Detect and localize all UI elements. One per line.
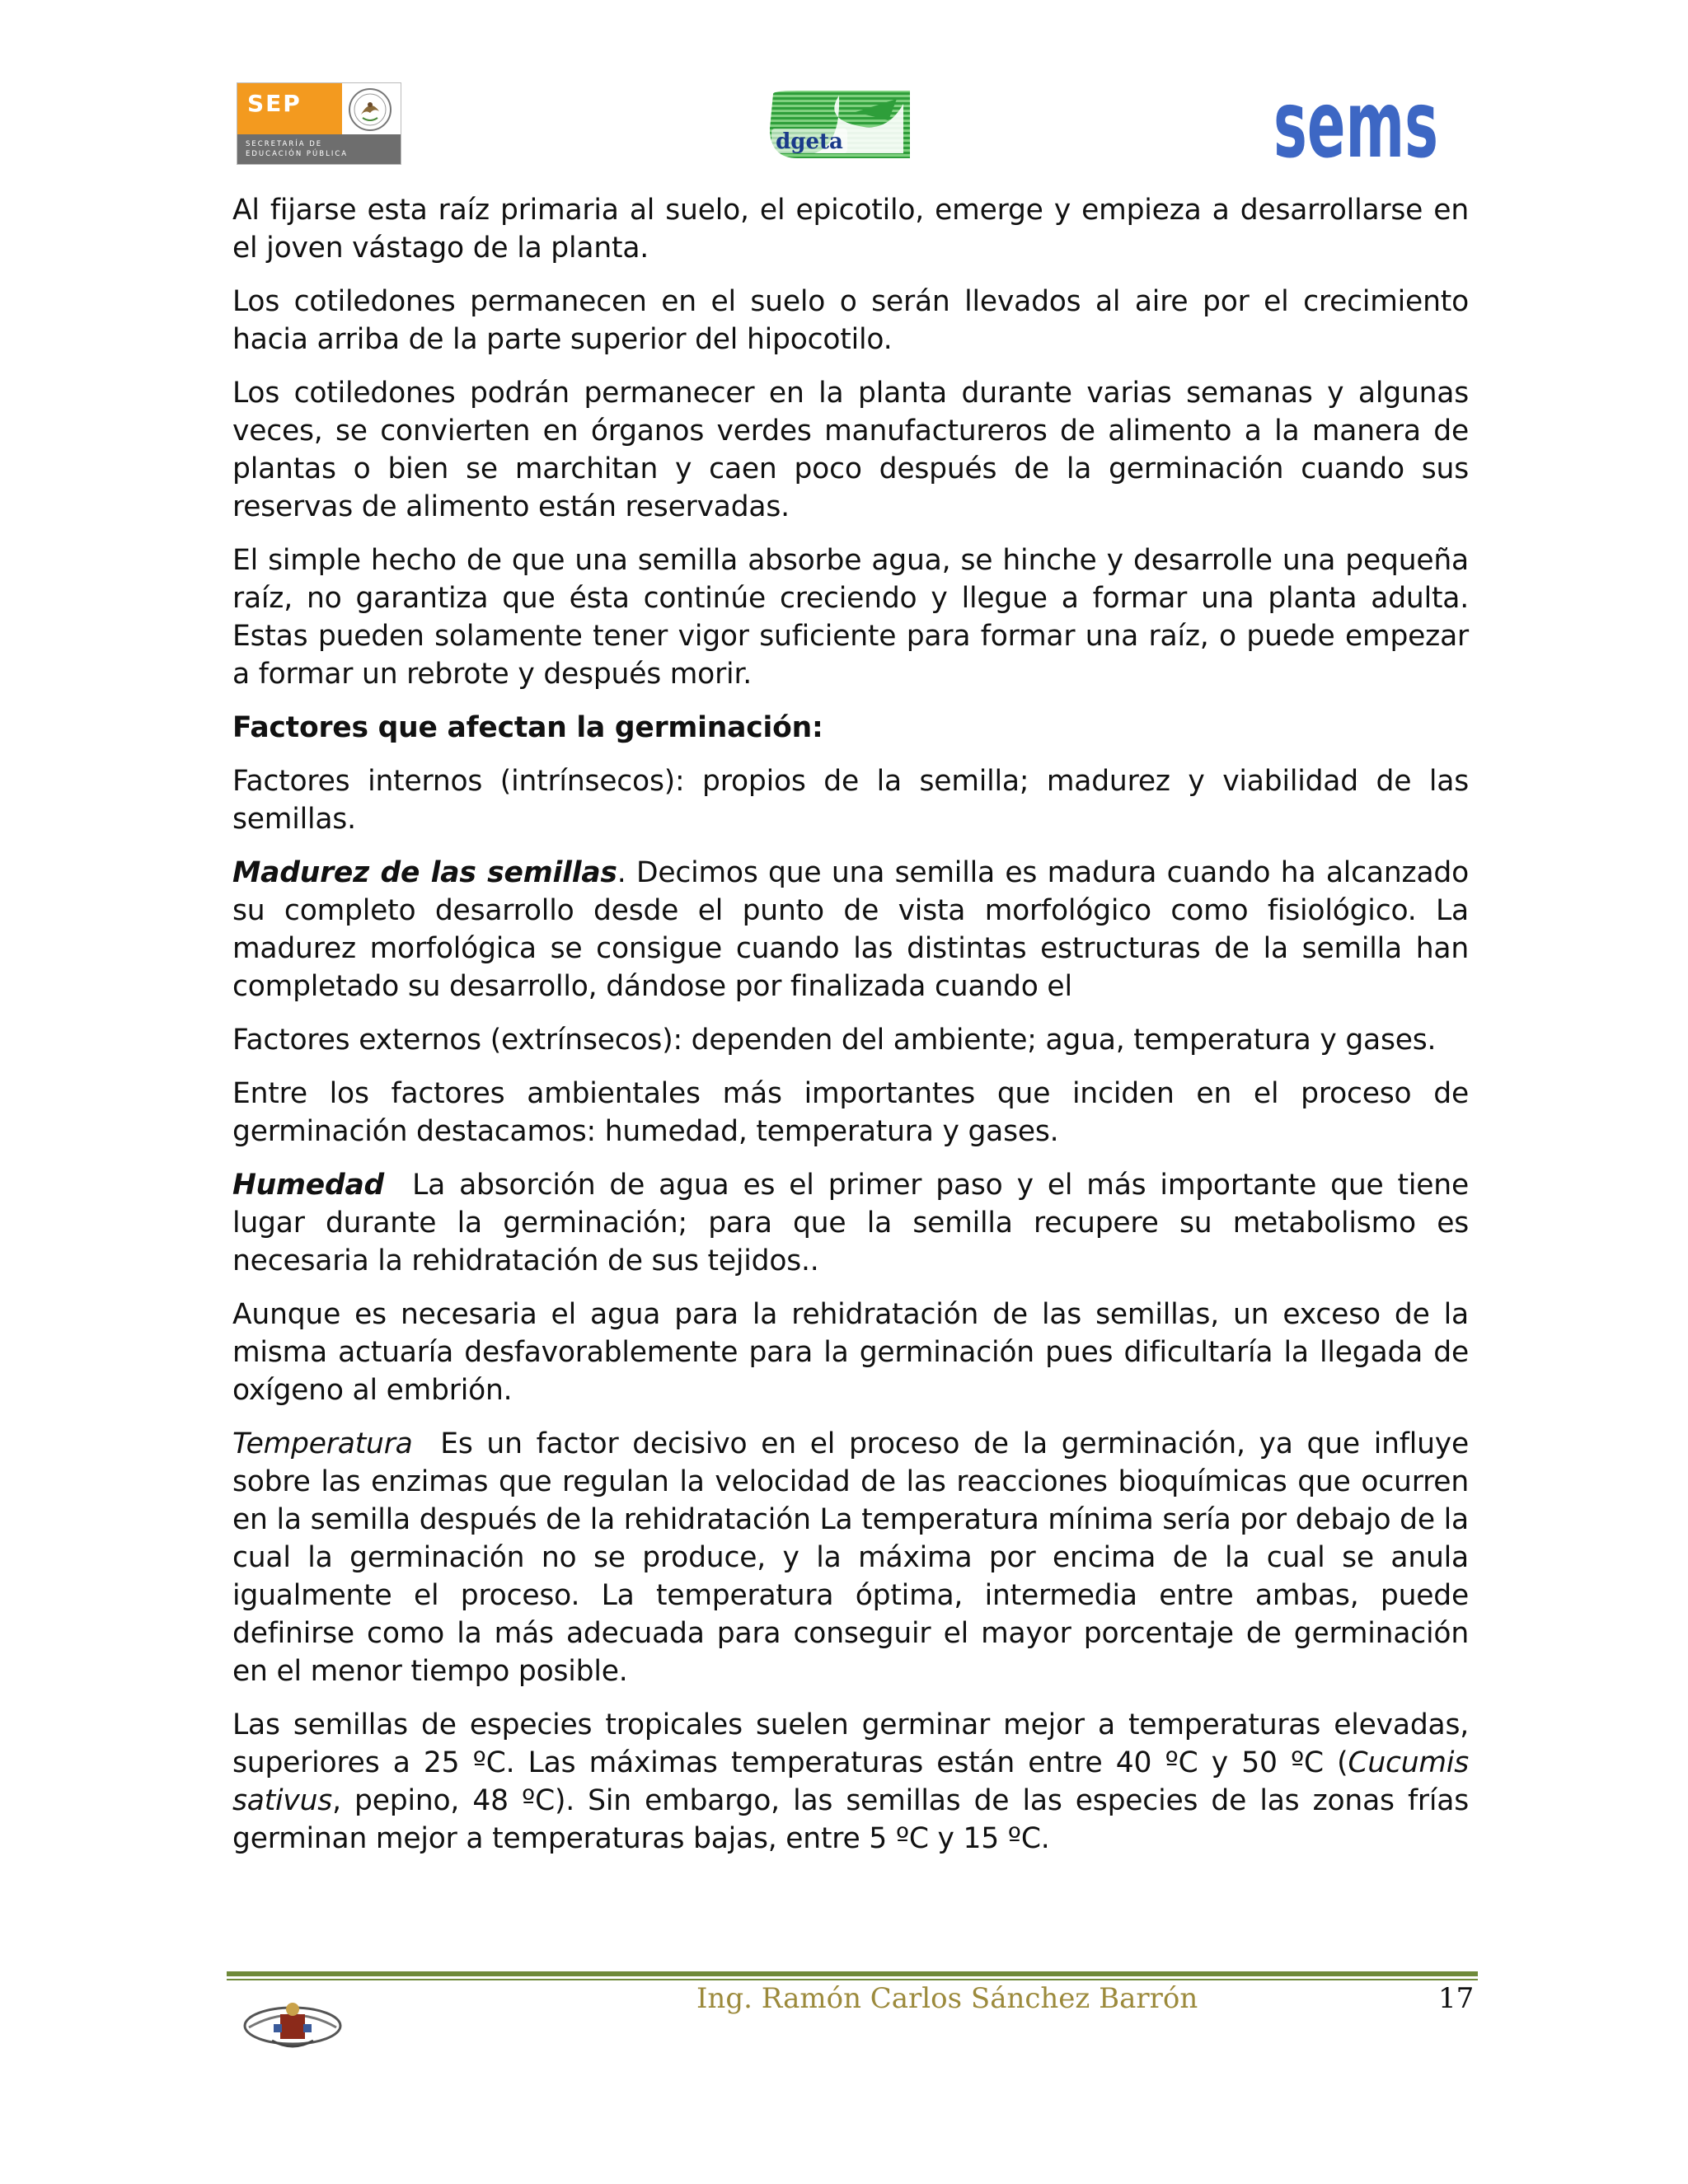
term-humidity: Humedad bbox=[232, 1169, 385, 1202]
sep-logo-subtitle-1: SECRETARÍA DE bbox=[246, 140, 323, 148]
paragraph-tropical-seeds bbox=[232, 1706, 1469, 1858]
mexico-seal-icon bbox=[345, 87, 396, 133]
paragraph-water-excess: Aunque es necesaria el agua para la rehidratación de las semillas, un exceso de la misma actuaría desfavorablemente para la germinación pues dificultaría la llegada de oxígeno al embrión. bbox=[232, 1298, 1469, 1407]
paragraph-4: El simple hecho de que una semilla absorbe agua, se hinche y desarrolle una pequeña raíz, no garantiza que ésta continúe creciendo y llegue a formar una planta adulta. Estas pueden solamente tener vigor suficiente para formar una raíz, o puede empezar a formar un rebrote y después morir. bbox=[232, 544, 1469, 691]
paragraph-seed-maturity-text: . Decimos que una semilla es madura cuando ha alcanzado su completo desarrollo desde el punto de vista morfológico como fisiológico. La madurez morfológica se consigue cuando las distintas estructuras de la semilla han completado su desarrollo, dándose por finalizada cuando el bbox=[232, 856, 1469, 1003]
paragraph-temperature-text: Es un factor decisivo en el proceso de la germinación, ya que influye sobre las enzimas que regulan la velocidad de las reacciones bioquímicas que ocurren en la semilla después de la rehidratación La temperatura mínima sería por debajo de la cual la germinación no se produce, y la máxima por encima de la cual se anula igualmente el proceso. La temperatura óptima, intermedia entre ambas, puede definirse como la más adecuada para conseguir el mayor porcentaje de germinación en el menor tiempo posible. bbox=[232, 1427, 1478, 1688]
paragraph-external-factors: Factores externos (extrínsecos): dependen del ambiente; agua, temperatura y gases. bbox=[232, 1024, 1437, 1057]
paragraph-1: Al fijarse esta raíz primaria al suelo, el epicotilo, emerge y empieza a desarrollarse en el joven vástago de la planta. bbox=[232, 194, 1469, 265]
term-temperature: Temperatura bbox=[232, 1427, 413, 1460]
footer-author: Ing. Ramón Carlos Sánchez Barrón bbox=[696, 1982, 1198, 2015]
paragraph-2: Los cotiledones permanecen en el suelo o serán llevados al aire por el crecimiento hacia arriba de la parte superior del hipocotilo. bbox=[232, 285, 1469, 356]
paragraph-humidity bbox=[232, 1166, 1478, 1280]
paragraph-temperature bbox=[232, 1425, 1478, 1690]
paragraph-3: Los cotiledones podrán permanecer en la planta durante varias semanas y algunas veces, se convierten en órganos verdes manufactureros de alimento a la manera de plantas o bien se marchitan y caen poco después de la germinación cuando sus reservas de alimento están reservadas. bbox=[232, 377, 1469, 523]
dgeta-logo-text: dgeta bbox=[776, 129, 843, 154]
page-number: 17 bbox=[1438, 1982, 1475, 2015]
paragraph-tropical-seeds-a: Las semillas de especies tropicales suelen germinar mejor a temperaturas elevadas, superiores a 25 ºC. Las máximas temperaturas están entre 40 ºC y 50 ºC ( bbox=[232, 1708, 1469, 1779]
footer-rule-thin bbox=[227, 1979, 1478, 1980]
species-name: Cucumis sativus bbox=[232, 1746, 1469, 1817]
section-heading: Factores que afectan la germinación: bbox=[232, 711, 823, 744]
footer-rule bbox=[227, 1971, 1478, 1976]
sems-logo bbox=[1269, 72, 1442, 179]
paragraph-internal-factors: Factores internos (intrínsecos): propios de la semilla; madurez y viabilidad de las semillas. bbox=[232, 765, 1469, 836]
paragraph-environmental-factors: Entre los factores ambientales más importantes que inciden en el proceso de germinación destacamos: humedad, temperatura y gases. bbox=[232, 1077, 1469, 1148]
sep-logo-subtitle-2: EDUCACIÓN PÚBLICA bbox=[246, 150, 349, 158]
paragraph-humidity-text: La absorción de agua es el primer paso y el más importante que tiene lugar durante la germinación; para que la semilla recupere su metabolismo es necesaria la rehidratación de sus tejidos.. bbox=[232, 1169, 1478, 1277]
paragraph-seed-maturity bbox=[232, 854, 1469, 1005]
sep-logo-text: SEP bbox=[247, 90, 302, 117]
dgeta-logo bbox=[765, 87, 918, 162]
document-body bbox=[232, 191, 1478, 1873]
sep-logo bbox=[237, 82, 401, 165]
term-seed-maturity: Madurez de las semillas bbox=[232, 856, 617, 889]
school-emblem-icon bbox=[241, 1994, 345, 2057]
paragraph-tropical-seeds-b: , pepino, 48 ºC). Sin embargo, las semillas de las especies de las zonas frías germinan mejor a temperaturas bajas, entre 5 ºC y 15 ºC. bbox=[232, 1784, 1469, 1855]
page-header bbox=[0, 0, 1688, 179]
sems-logo-text: sems bbox=[1273, 72, 1438, 179]
